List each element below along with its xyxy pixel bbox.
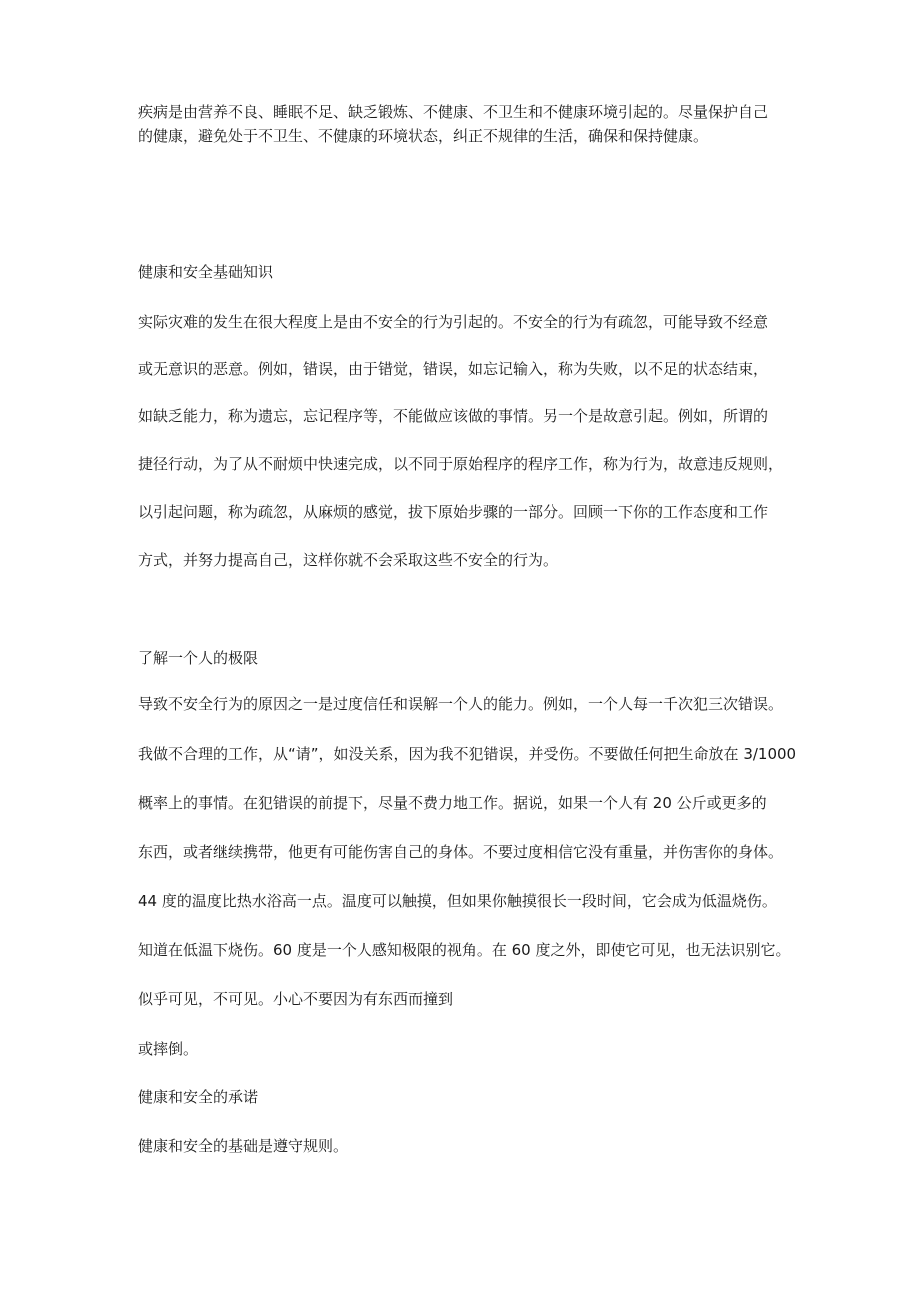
section2-line-1: 导致不安全行为的原因之一是过度信任和误解一个人的能力。例如，一个人每一千次犯三次错误。 [138, 695, 784, 713]
section2-line-4: 东西，或者继续携带，他更有可能伤害自己的身体。不要过度相信它没有重量，并伤害你的身体。 [138, 843, 784, 861]
section2-heading: 了解一个人的极限 [138, 649, 259, 667]
section2-line-6: 知道在低温下烧伤。60 度是一个人感知极限的视角。在 60 度之外，即使它可见，也无法识别它。 [138, 941, 791, 959]
section2-line-5: 44 度的温度比热水浴高一点。温度可以触摸，但如果你触摸很长一段时间，它会成为低温烧伤。 [138, 892, 777, 910]
section1-line-2: 或无意识的恶意。例如，错误，由于错觉，错误，如忘记输入，称为失败，以不足的状态结束， [138, 360, 769, 378]
section2-line-7: 似乎可见，不可见。小心不要因为有东西而撞到 [138, 990, 454, 1008]
section1-heading: 健康和安全基础知识 [138, 263, 274, 281]
section3-line-1: 健康和安全的基础是遵守规则。 [138, 1137, 349, 1155]
section2-line-2: 我做不合理的工作，从“请”，如没关系，因为我不犯错误，并受伤。不要做任何把生命放在 3/1000 [138, 745, 797, 763]
section2-line-8: 或摔倒。 [138, 1040, 199, 1058]
section1-line-4: 捷径行动，为了从不耐烦中快速完成，以不同于原始程序的程序工作，称为行为，故意违反规则， [138, 455, 784, 473]
section1-line-3: 如缺乏能力，称为遗忘，忘记程序等，不能做应该做的事情。另一个是故意引起。例如，所谓的 [138, 407, 769, 425]
section1-line-5: 以引起问题，称为疏忽，从麻烦的感觉，拔下原始步骤的一部分。回顾一下你的工作态度和工作 [138, 503, 769, 521]
intro-line-2: 的健康，避免处于不卫生、不健康的环境状态，纠正不规律的生活，确保和保持健康。 [138, 127, 709, 145]
section1-line-6: 方式，并努力提高自己，这样你就不会采取这些不安全的行为。 [138, 551, 559, 569]
section1-line-1: 实际灾难的发生在很大程度上是由不安全的行为引起的。不安全的行为有疏忽，可能导致不经意 [138, 313, 769, 331]
intro-line-1: 疾病是由营养不良、睡眠不足、缺乏锻炼、不健康、不卫生和不健康环境引起的。尽量保护自己 [138, 103, 769, 121]
section3-heading: 健康和安全的承诺 [138, 1088, 259, 1106]
section2-line-3: 概率上的事情。在犯错误的前提下，尽量不费力地工作。据说，如果一个人有 20 公斤或更多的 [138, 794, 767, 812]
